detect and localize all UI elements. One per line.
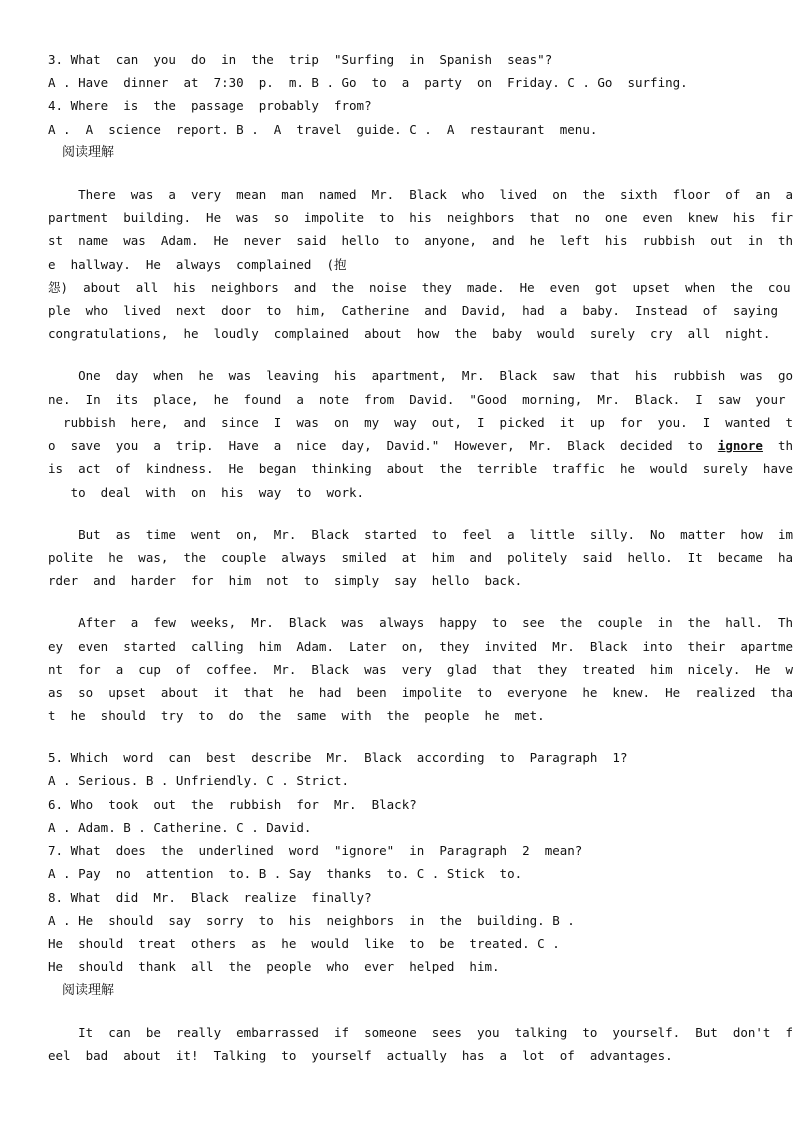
- question-7: 7. What does the underlined word "ignore" in Paragraph 2 mean?: [48, 843, 583, 858]
- text-fragment: th: [762, 438, 794, 453]
- text-line: There was a very mean man named Mr. Black who lived on the sixth floor of an a: [48, 187, 794, 202]
- text-line: One day when he was leaving his apartment, Mr. Black saw that his rubbish was go: [48, 368, 794, 383]
- question-8: 8. What did Mr. Black realize finally?: [48, 890, 372, 905]
- text-line: nt for a cup of coffee. Mr. Black was very glad that they treated him nicely. He w: [48, 662, 794, 677]
- question-8-options: A . He should say sorry to his neighbors in the building. B .: [48, 913, 575, 928]
- text-line: is act of kindness. He began thinking about the terrible traffic he would surely have: [48, 461, 794, 476]
- text-line: But as time went on, Mr. Black started to feel a little silly. No matter how im: [48, 527, 794, 542]
- text-line: eel bad about it! Talking to yourself actually has a lot of advantages.: [48, 1048, 673, 1063]
- text-fragment: o save you a trip. Have a nice day, David." However, Mr. Black decided to: [48, 438, 718, 453]
- text-line: as so upset about it that he had been impolite to everyone he knew. He realized tha: [48, 685, 794, 700]
- text-line: st name was Adam. He never said hello to anyone, and he left his rubbish out in th: [48, 233, 794, 248]
- question-6: 6. Who took out the rubbish for Mr. Black?: [48, 797, 417, 812]
- question-8-options: He should thank all the people who ever helped him.: [48, 959, 500, 974]
- text-line: After a few weeks, Mr. Black was always happy to see the couple in the hall. Th: [48, 615, 794, 630]
- text-line: t he should try to do the same with the people he met.: [48, 708, 545, 723]
- text-line: ne. In its place, he found a note from David. "Good morning, Mr. Black. I saw your: [48, 392, 786, 407]
- text-line: e hallway. He always complained (抱: [48, 257, 347, 272]
- question-4: 4. Where is the passage probably from?: [48, 98, 372, 113]
- underlined-word-ignore: ignore: [717, 438, 763, 453]
- text-line: ple who lived next door to him, Catherine and David, had a baby. Instead of saying: [48, 303, 778, 318]
- text-line: rubbish here, and since I was on my way out, I picked it up for you. I wanted t: [48, 415, 794, 430]
- question-5: 5. Which word can best describe Mr. Black according to Paragraph 1?: [48, 750, 628, 765]
- text-line: ey even started calling him Adam. Later on, they invited Mr. Black into their apartme: [48, 639, 794, 654]
- question-6-options: A . Adam. B . Catherine. C . David.: [48, 820, 312, 835]
- text-line: partment building. He was so impolite to his neighbors that no one even knew his fir: [48, 210, 794, 225]
- text-line: polite he was, the couple always smiled at him and politely said hello. It became ha: [48, 550, 794, 565]
- question-7-options: A . Pay no attention to. B . Say thanks to. C . Stick to.: [48, 866, 523, 881]
- question-8-options: He should treat others as he would like to be treated. C .: [48, 936, 560, 951]
- text-line: to deal with on his way to work.: [48, 485, 365, 500]
- section-heading-reading: 阅读理解: [62, 983, 115, 998]
- section-heading-reading: 阅读理解: [62, 145, 115, 160]
- text-line: It can be really embarrassed if someone sees you talking to yourself. But don't f: [48, 1025, 794, 1040]
- question-3: 3. What can you do in the trip "Surfing in Spanish seas"?: [48, 52, 553, 67]
- text-line: 怨) about all his neighbors and the noise they made. He even got upset when the cou: [48, 280, 791, 295]
- question-5-options: A . Serious. B . Unfriendly. C . Strict.: [48, 773, 350, 788]
- text-line: congratulations, he loudly complained about how the baby would surely cry all night.: [48, 326, 771, 341]
- question-3-options: A . Have dinner at 7:30 p. m. B . Go to a party on Friday. C . Go surfing.: [48, 75, 688, 90]
- text-line: [48, 436, 794, 456]
- question-4-options: A . A science report. B . A travel guide. C . A restaurant menu.: [48, 122, 598, 137]
- text-line: rder and harder for him not to simply say hello back.: [48, 573, 523, 588]
